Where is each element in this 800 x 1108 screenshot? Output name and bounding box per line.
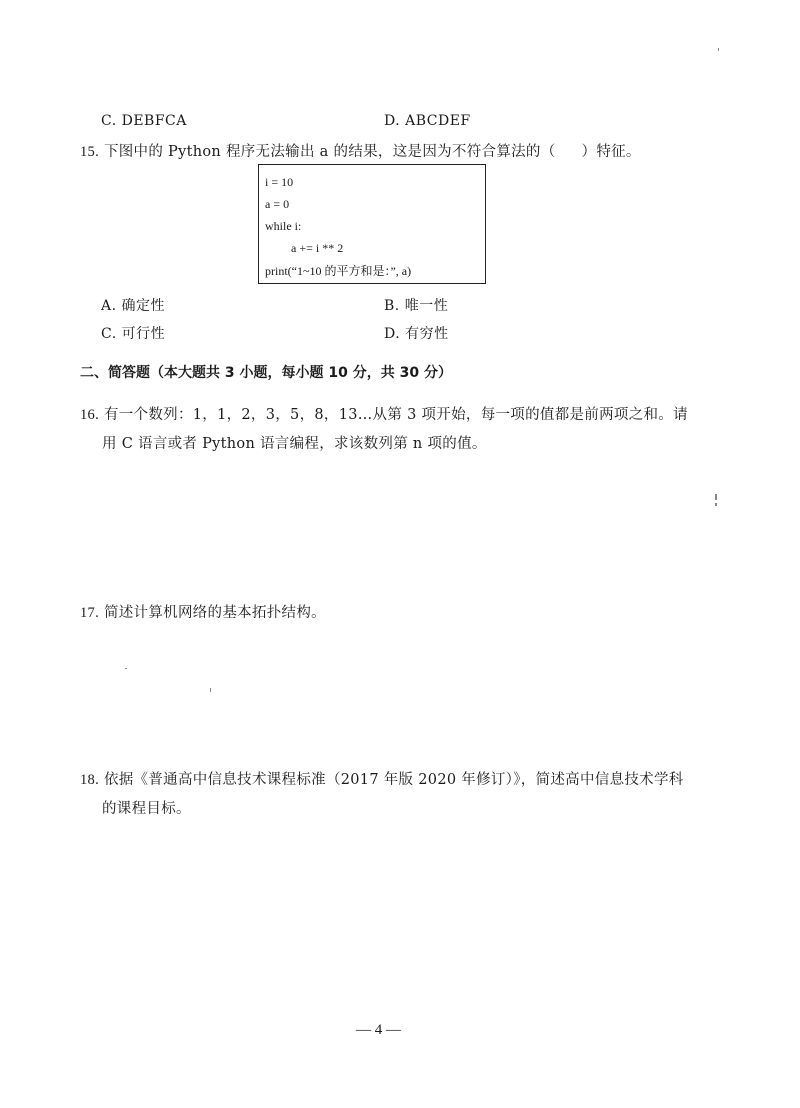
question-18-text-line1: 依据《普通高中信息技术课程标准（2017 年版 2020 年修订）》，简述高中信息技术学科 <box>103 772 684 788</box>
question-16-number: 16. <box>80 407 100 423</box>
question-15-option-b: B. 唯一性 <box>384 298 449 314</box>
code-line: print(“1~10 的平方和是：”, a) <box>265 264 412 278</box>
question-16-text-line1: 有一个数列：1，1，2，3，5，8，13…从第 3 项开始，每一项的值都是前两项之和。请 <box>103 407 688 423</box>
scan-speck <box>715 503 717 506</box>
prev-option-d: D. ABCDEF <box>384 113 471 129</box>
code-line: while i: <box>265 219 302 233</box>
question-17-text: 简述计算机网络的基本拓扑结构。 <box>103 605 326 621</box>
question-16-text-line2: 用 C 语言或者 Python 语言编程，求该数列第 n 项的值。 <box>102 436 487 452</box>
question-15-option-c: C. 可行性 <box>101 326 166 342</box>
question-18-number: 18. <box>80 772 100 788</box>
code-line: a += i ** 2 <box>291 241 344 255</box>
question-15-stem-after: ）特征。 <box>581 144 641 160</box>
code-box <box>258 164 486 284</box>
page-number: — 4 — <box>356 1022 401 1038</box>
scan-speck <box>718 48 719 51</box>
question-17 <box>80 601 326 622</box>
code-line: i = 10 <box>265 175 294 189</box>
question-17-number: 17. <box>80 605 100 621</box>
question-15-option-a: A. 确定性 <box>101 298 166 314</box>
question-15-number: 15. <box>80 144 100 160</box>
scan-speck <box>125 668 127 669</box>
scan-speck <box>715 494 717 500</box>
question-15-stem <box>80 140 641 161</box>
prev-option-c: C. DEBFCA <box>101 113 187 129</box>
question-18-line1 <box>80 768 684 789</box>
question-15-stem-before: 下图中的 Python 程序无法输出 a 的结果，这是因为不符合算法的（ <box>103 144 556 160</box>
code-line: a = 0 <box>265 197 290 211</box>
question-16-line1 <box>80 403 688 424</box>
question-15-option-d: D. 有穷性 <box>384 326 449 342</box>
section-heading: 二、简答题（本大题共 3 小题，每小题 10 分，共 30 分） <box>80 365 452 381</box>
scan-speck <box>210 688 211 692</box>
question-18-text-line2: 的课程目标。 <box>102 801 191 817</box>
